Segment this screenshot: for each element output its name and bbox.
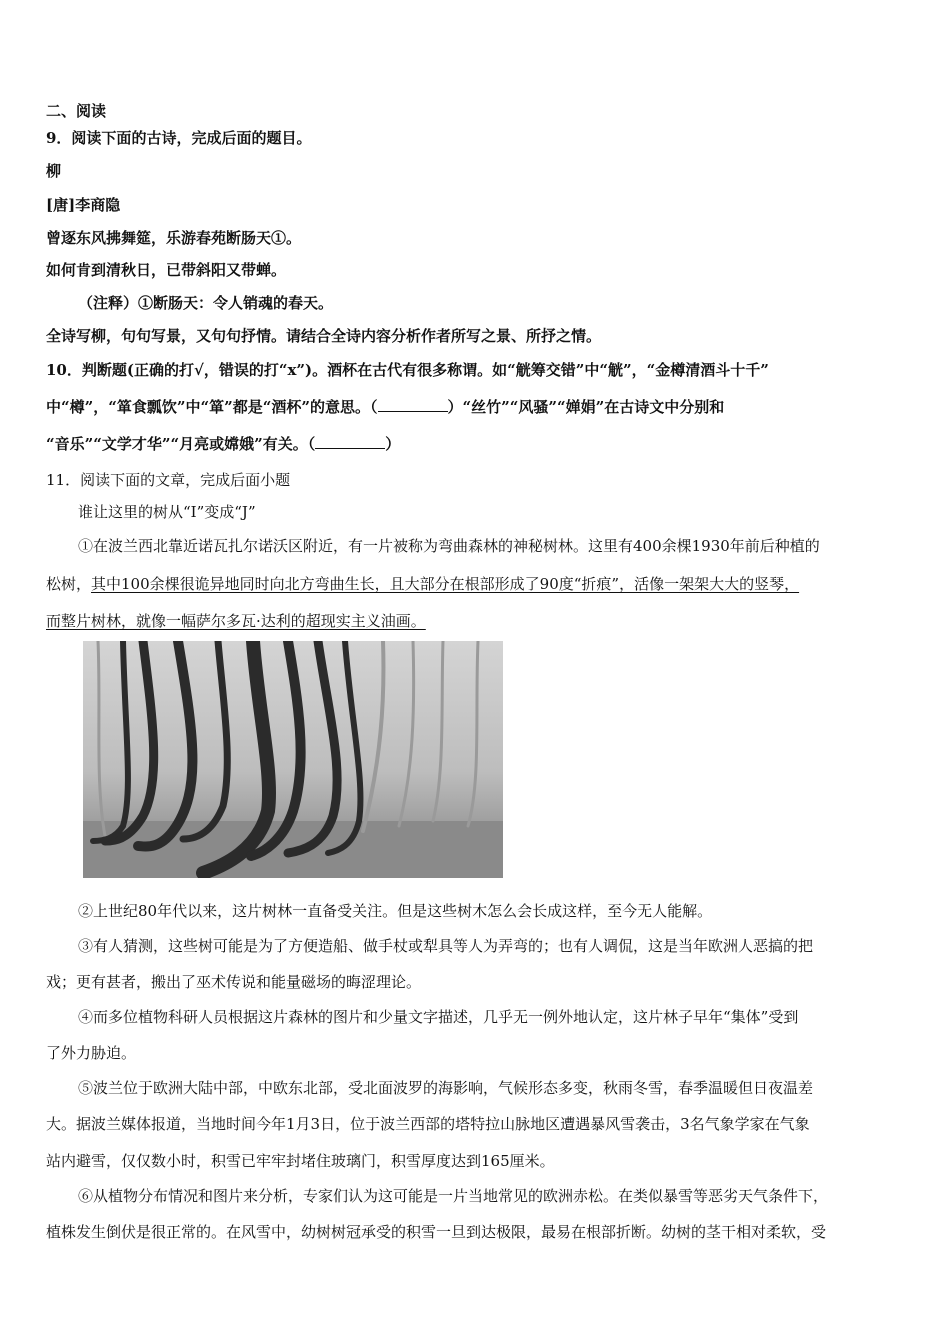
q10-line-3-start: “音乐”“文学才华”“月亮或嫦娥”有关。（ bbox=[46, 435, 316, 453]
q11-intro: 11．阅读下面的文章，完成后面小题 bbox=[46, 471, 291, 489]
poem-line-2: 如何肯到清秋日，已带斜阳又带蝉。 bbox=[46, 261, 287, 279]
q10-line-3-end: ） bbox=[385, 435, 401, 453]
section-title: 二、阅读 bbox=[46, 102, 107, 120]
poem-author: [唐]李商隐 bbox=[46, 196, 121, 214]
paragraph-1-line-2-start: 松树， bbox=[46, 575, 92, 593]
q10-line-2-start: 中“樽”，“箪食瓢饮”中“箪”都是“酒杯”的意思。（ bbox=[46, 398, 378, 416]
paragraph-1-line-2 bbox=[46, 574, 799, 594]
answer-blank-1[interactable] bbox=[378, 397, 448, 412]
paragraph-2: ②上世纪80年代以来，这片树林一直备受关注。但是这些树木怎么会长成这样，至今无人能解。 bbox=[78, 902, 713, 920]
underlined-sentence: 其中100余棵很诡异地同时向北方弯曲生长，且大部分在根部形成了90度“折痕”，活像一架架大大的竖琴， bbox=[91, 575, 800, 593]
q9-intro: 9．阅读下面的古诗，完成后面的题目。 bbox=[46, 129, 312, 147]
q10-line-1: 10．判断题(正确的打√，错误的打“x”)。酒杯在古代有很多称谓。如“觥筹交错”中“觥”，“金樽清酒斗十千” bbox=[46, 361, 769, 379]
paragraph-5-line-1: ⑤波兰位于欧洲大陆中部，中欧东北部，受北面波罗的海影响，气候形态多变，秋雨冬雪，春季温暖但日夜温差 bbox=[78, 1079, 814, 1097]
q10-line-2 bbox=[46, 397, 724, 417]
paragraph-1-line-1: ①在波兰西北靠近诺瓦扎尔诺沃区附近，有一片被称为弯曲森林的神秘树林。这里有400余棵1930年前后种植的 bbox=[78, 537, 820, 555]
paragraph-1-line-3: 而整片树林，就像一幅萨尔多瓦·达利的超现实主义油画。 bbox=[46, 612, 426, 630]
paragraph-3-line-2: 戏；更有甚者，搬出了巫术传说和能量磁场的晦涩理论。 bbox=[46, 973, 422, 991]
paragraph-6-line-1: ⑥从植物分布情况和图片来分析，专家们认为这可能是一片当地常见的欧洲赤松。在类似暴雪等恶劣天气条件下， bbox=[78, 1187, 829, 1205]
poem-note: （注释）①断肠天：令人销魂的春天。 bbox=[78, 294, 334, 312]
poem-title: 柳 bbox=[46, 162, 62, 180]
paragraph-6-line-2: 植株发生倒伏是很正常的。在风雪中，幼树树冠承受的积雪一旦到达极限，最易在根部折断。幼树的茎干相对柔软，受 bbox=[46, 1223, 827, 1241]
answer-blank-2[interactable] bbox=[315, 434, 385, 449]
article-title: 谁让这里的树从“I”变成“J” bbox=[78, 503, 256, 521]
q10-line-3 bbox=[46, 434, 400, 454]
paragraph-4-line-2: 了外力胁迫。 bbox=[46, 1044, 137, 1062]
q10-line-2-end: ）“丝竹”“风骚”“婵娟”在古诗文中分别和 bbox=[447, 398, 725, 416]
paragraph-5-line-2: 大。据波兰媒体报道，当地时间今年1月3日，位于波兰西部的塔特拉山脉地区遭遇暴风雪袭击，3名气象学家在气象 bbox=[46, 1115, 810, 1133]
poem-line-1: 曾逐东风拂舞筵，乐游春苑断肠天①。 bbox=[46, 229, 302, 247]
q9-question: 全诗写柳，句句写景，又句句抒情。请结合全诗内容分析作者所写之景、所抒之情。 bbox=[46, 327, 602, 345]
paragraph-4-line-1: ④而多位植物科研人员根据这片森林的图片和少量文字描述，几乎无一例外地认定，这片林子早年“集体”受到 bbox=[78, 1008, 799, 1026]
paragraph-5-line-3: 站内避雪，仅仅数小时，积雪已牢牢封堵住玻璃门，积雪厚度达到165厘米。 bbox=[46, 1152, 555, 1170]
paragraph-3-line-1: ③有人猜测，这些树可能是为了方便造船、做手杖或犁具等人为弄弯的；也有人调侃，这是当年欧洲人恶搞的把 bbox=[78, 937, 814, 955]
curved-forest-photo bbox=[83, 641, 503, 878]
